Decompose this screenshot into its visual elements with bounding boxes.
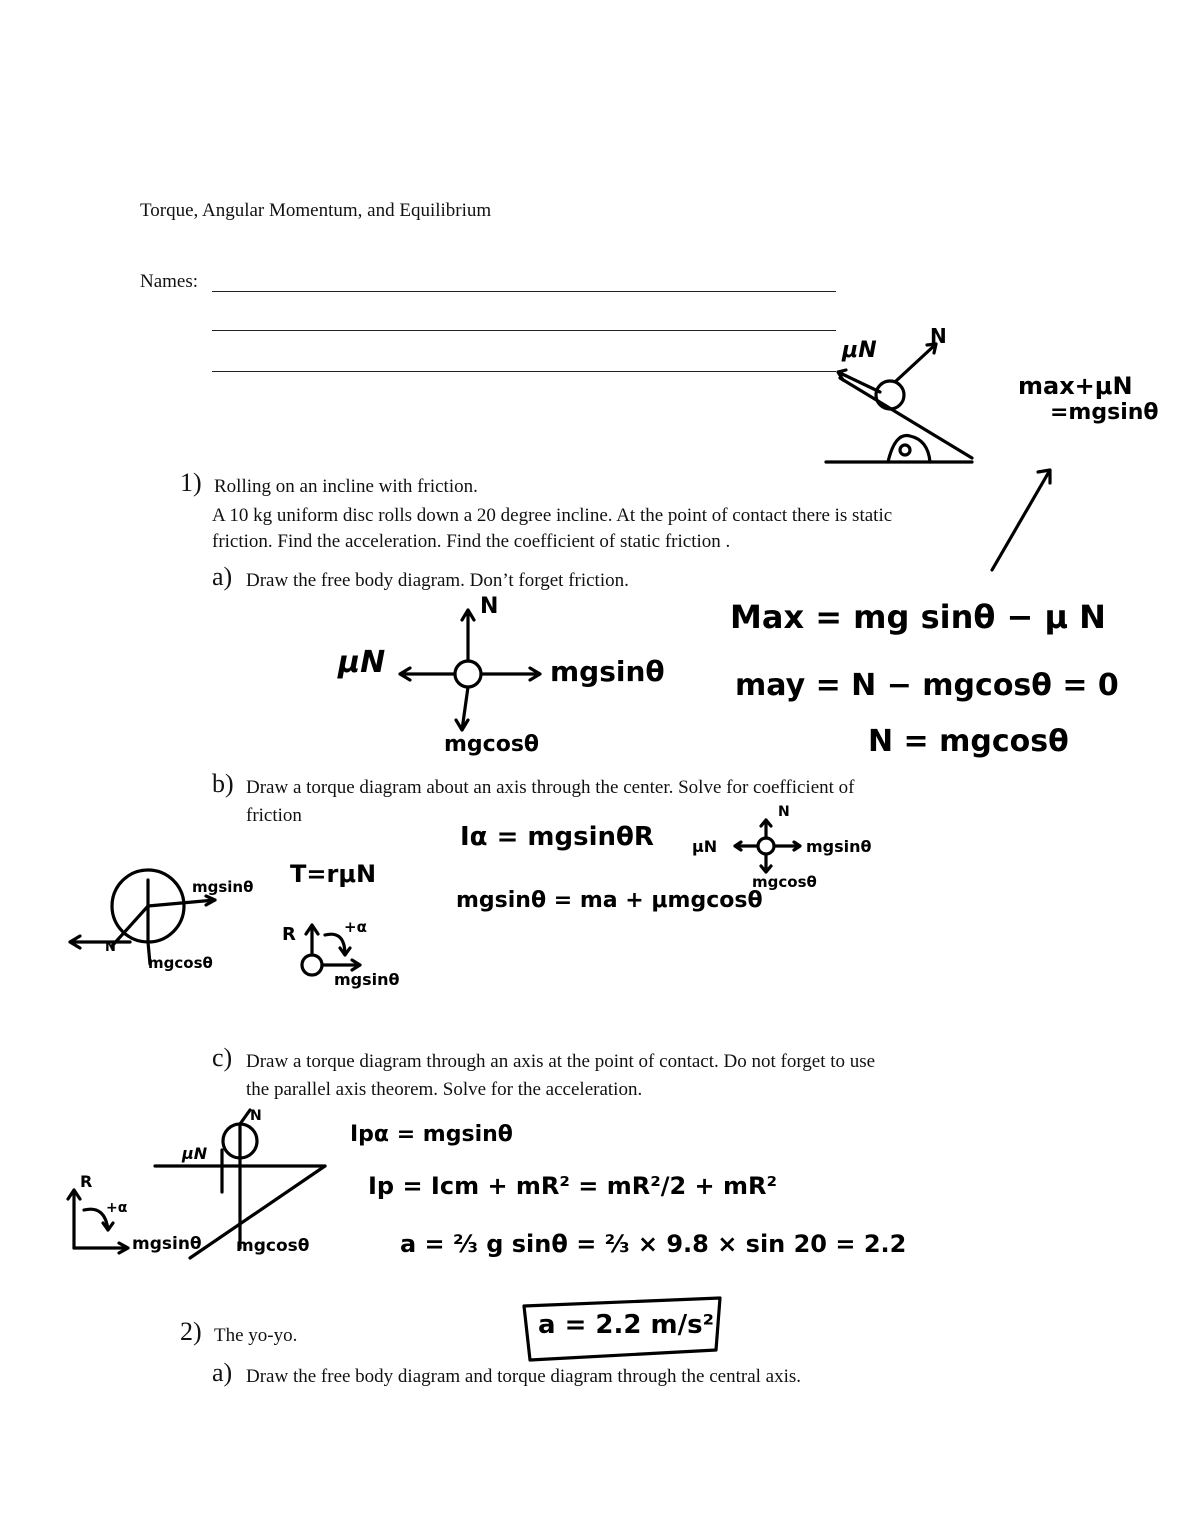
hw-c-mu-n: μN [182,1144,208,1163]
names-line-3[interactable] [212,371,836,372]
answer-box-text: a = 2.2 m/s² [538,1310,714,1340]
hw-b-mgsin2: mgsinθ [334,970,400,989]
hw-fbd-mgsin: mgsinθ [550,655,665,688]
names-line-2[interactable] [212,330,836,331]
q1-body-line2: friction. Find the acceleration. Find the coefficient of static friction . [212,531,731,552]
hw-eq-n: N = mgcosθ [868,724,1069,759]
q1a-letter: a) [212,562,233,591]
hw-b-small-n: N [778,804,790,820]
q1c-line2: the parallel axis theorem. Solve for the acceleration. [246,1079,643,1100]
hw-top-eq-line1: max+μN [1018,372,1133,400]
hw-b-i-alpha: Iα = mgsinθR [460,822,654,852]
q2a-text: Draw the free body diagram and torque diagram through the central axis. [246,1366,802,1387]
hw-eq-max: Max = mg sinθ − μ N [730,598,1106,636]
hw-c-ip: Ip = Icm + mR² = mR²/2 + mR² [368,1172,778,1200]
names-label: Names: [140,271,199,292]
q1c-letter: c) [212,1043,233,1072]
page-title: Torque, Angular Momentum, and Equilibrium [140,200,492,221]
hw-eq-may: may = N − mgcosθ = 0 [735,668,1119,703]
hw-fbd-mu-n: μN [338,645,386,680]
hw-top-mu-n: μN [842,338,877,363]
hw-fbd-mgcos: mgcosθ [444,732,540,757]
q1-body-line1: A 10 kg uniform disc rolls down a 20 degree incline. At the point of contact there is static [212,505,893,526]
q1c-line1: Draw a torque diagram through an axis at the point of contact. Do not forget to use [246,1051,876,1072]
hw-b-circ-mgcos: mgcosθ [148,954,213,972]
q2-heading: The yo-yo. [214,1325,298,1346]
q1b-line2: friction [246,805,302,826]
hw-c-mgsin: mgsinθ [132,1234,202,1254]
q1-number: 1) [180,468,202,497]
hw-b-ta: +α [344,918,367,936]
q1b-line1: Draw a torque diagram about an axis through the center. Solve for coefficient of [246,777,855,798]
hw-c-mgcos: mgcosθ [236,1236,310,1256]
hw-b-eq: mgsinθ = ma + μmgcosθ [456,888,763,913]
hw-c-axes-plus: +α [106,1200,128,1216]
hw-b-circ-mgsin: mgsinθ [192,878,254,896]
hw-b-t: T=rμN [290,860,377,888]
hw-b-r: R [282,924,296,945]
fbd-a-diagram [400,610,540,730]
q1-heading: Rolling on an incline with friction. [214,476,478,497]
q2-number: 2) [180,1317,202,1346]
hw-c-a: a = ⅔ g sinθ = ⅔ × 9.8 × sin 20 = 2.2 [400,1230,907,1258]
hw-b-small-mgcos: mgcosθ [752,873,817,891]
names-line-1[interactable] [212,291,836,292]
hw-c-axes-r: R [80,1172,93,1191]
hw-b-circ-n: N [105,940,116,955]
hw-top-n: N [930,324,947,348]
hw-b-small-mgsin: mgsinθ [806,837,872,856]
q2a-letter: a) [212,1358,233,1387]
hw-b-small-mun: μN [692,837,718,856]
q1a-text: Draw the free body diagram. Don’t forget friction. [246,570,629,591]
hw-top-eq-line2: =mgsinθ [1050,400,1159,425]
q1b-letter: b) [212,769,234,798]
hw-fbd-n: N [480,594,499,619]
incline-sketch [826,344,1050,570]
hw-c-ip-alpha: Ipα = mgsinθ [350,1122,513,1147]
hw-c-n: N [250,1108,262,1124]
